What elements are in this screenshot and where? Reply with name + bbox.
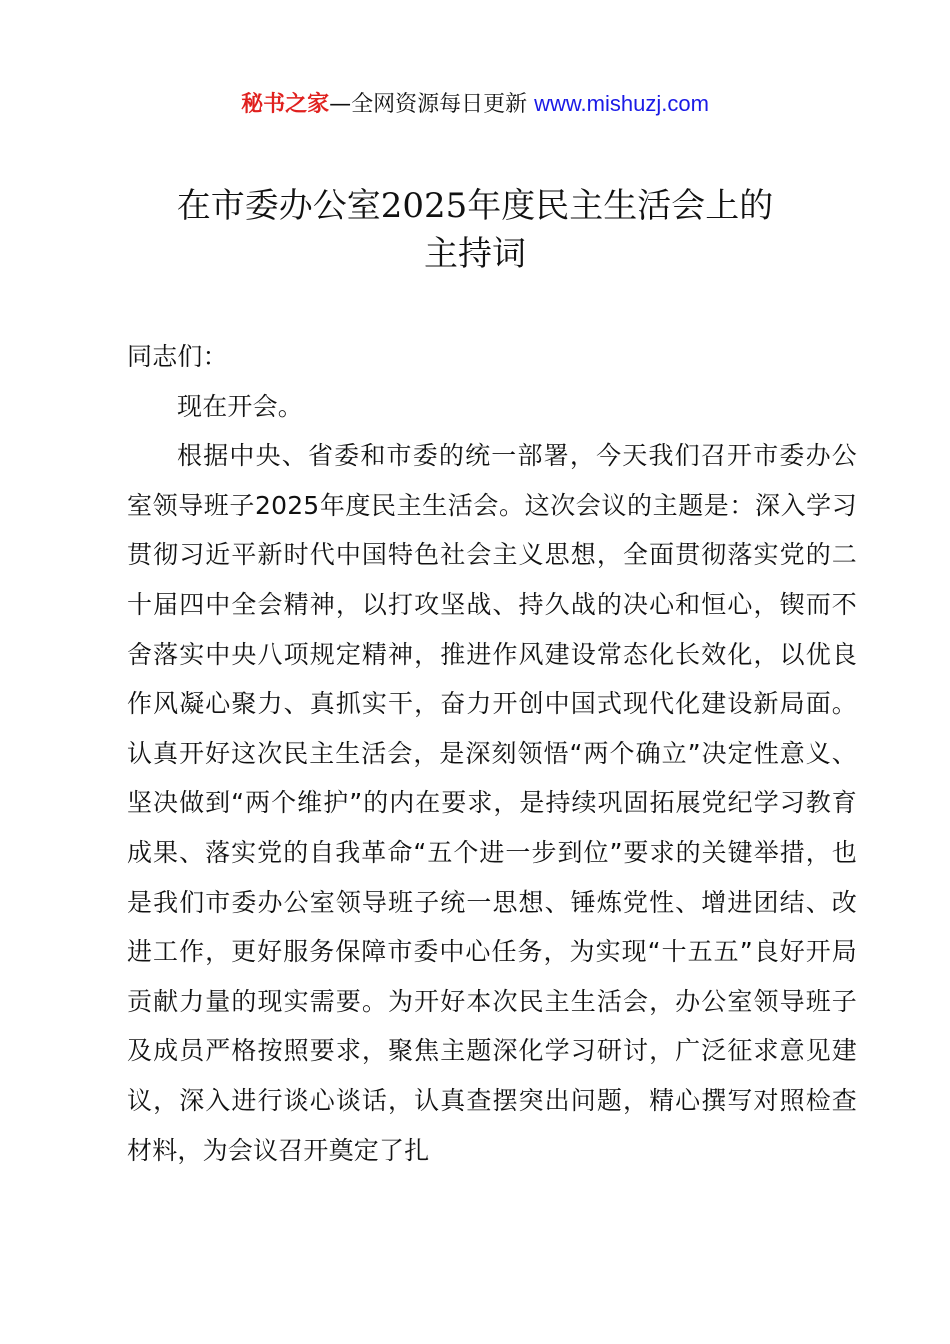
brand-name: 秘书之家 [241, 92, 330, 117]
site-url-link[interactable]: www.mishuzj.com [534, 91, 709, 116]
title-line-1: 在市委办公室2025年度民主生活会上的 [176, 186, 774, 226]
document-body [127, 332, 857, 1175]
salutation: 同志们： [127, 342, 228, 371]
opening-line: 现在开会。 [177, 391, 304, 421]
site-header [0, 86, 950, 123]
tagline: —全网资源每日更新 [329, 92, 528, 117]
document-title [0, 182, 950, 278]
body-paragraph: 根据中央、省委和市委的统一部署，今天我们召开市委办公室领导班子2025年度民主生活会。这次会议的主题是：深入学习贯彻习近平新时代中国特色社会主义思想，全面贯彻落实党的二十届四中全会精神，以打攻坚战、持久战的决心和恒心，锲而不舍落实中央八项规定精神，推进作风建设常态化长效化，以优良作风凝心聚力、真抓实干，奋力开创中国式现代化建设新局面。认真开好这次民主生活会，是深刻领悟“两个确立”决定性意义、坚决做到“两个维护”的内在要求，是持续巩固拓展党纪学习教育成果、落实党的自我革命“五个进一步到位”要求的关键举措，也是我们市委办公室领导班子统一思想、锤炼党性、增进团结、改进工作，更好服务保障市委中心任务，为实现“十五五”良好开局贡献力量的现实需要。为开好本次民主生活会，办公室领导班子及成员严格按照要求，聚焦主题深化学习研讨，广泛征求意见建议，深入进行谈心谈话，认真查摆突出问题，精心撰写对照检查材料，为会议召开奠定了扎 [127, 441, 857, 1165]
title-line-2: 主持词 [424, 234, 526, 274]
